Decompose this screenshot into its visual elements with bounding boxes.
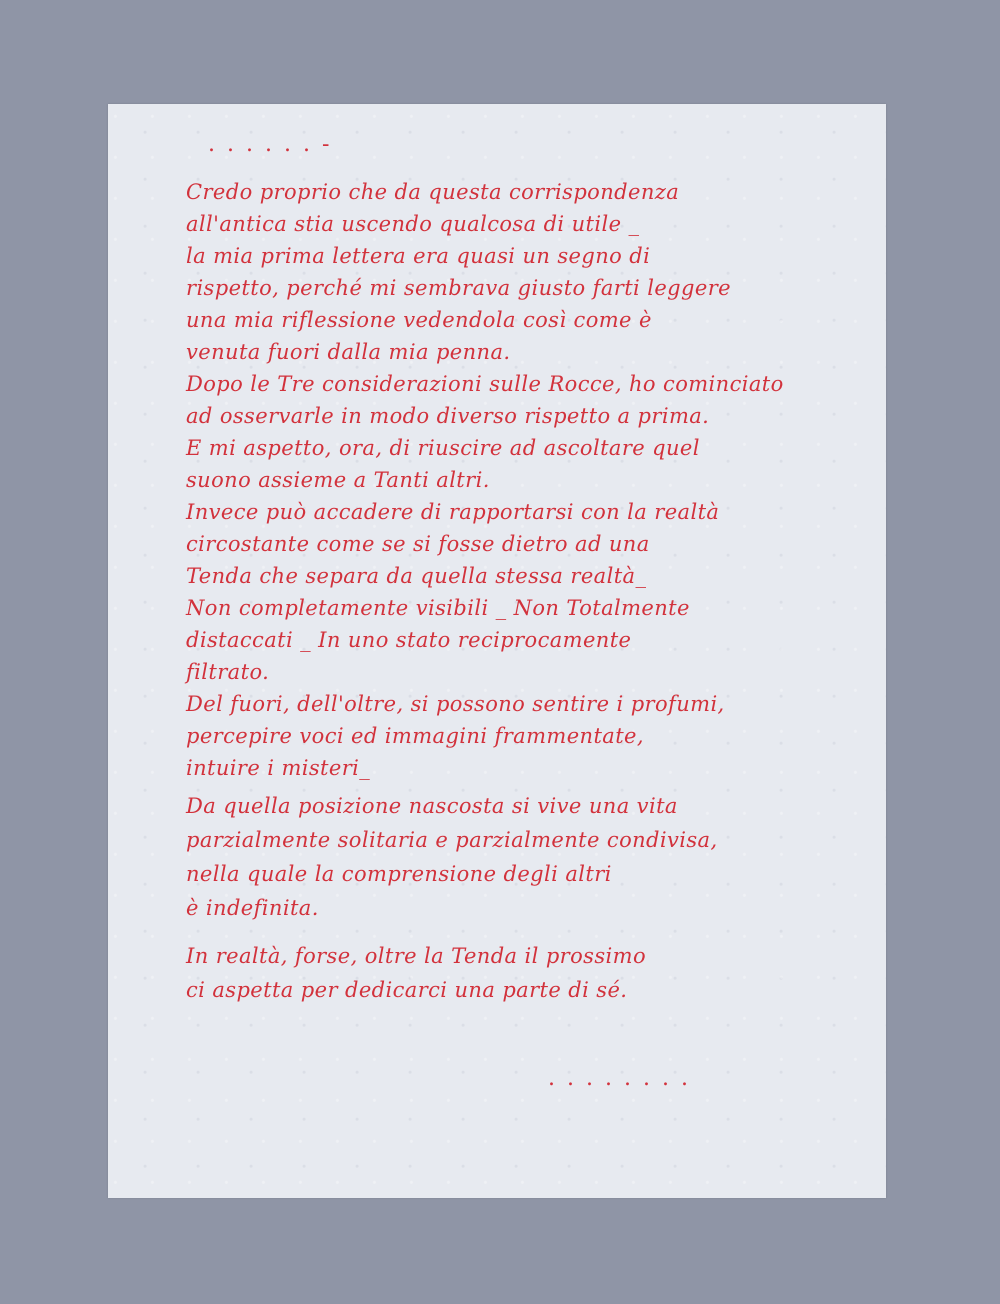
letter-line: intuire i misteri_ [186,756,371,780]
letter-line: Da quella posizione nascosta si vive una vita [186,794,678,818]
letter-line: Invece può accadere di rapportarsi con la realtà [186,500,720,524]
letter-line: suono assieme a Tanti altri. [186,468,490,492]
letter-line: una mia riflessione vedendola così come è [186,308,652,332]
dots-bottom: ........ [548,1066,700,1091]
letter-line: E mi aspetto, ora, di riuscire ad ascoltare quel [186,436,700,460]
letter-line: distaccati _ In uno stato reciprocamente [186,628,632,652]
letter-line: ci aspetta per dedicarci una parte di sé. [186,978,628,1002]
letter-line: Dopo le Tre considerazioni sulle Rocce, ho cominciato [186,372,784,396]
letter-line: all'antica stia uscendo qualcosa di utile _ [186,212,640,236]
letter-line: Del fuori, dell'oltre, si possono sentire i profumi, [186,692,725,716]
letter-line: Tenda che separa da quella stessa realtà_ [186,564,647,588]
letter-line: percepire voci ed immagini frammentate, [186,724,644,748]
letter-line: ad osservarle in modo diverso rispetto a prima. [186,404,710,428]
letter-line: nella quale la comprensione degli altri [186,862,612,886]
letter-line: è indefinita. [186,896,319,920]
letter-line: rispetto, perché mi sembrava giusto farti leggere [186,276,731,300]
letter-line: Credo proprio che da questa corrispondenza [186,180,680,204]
letter-line: Non completamente visibili _ Non Totalmente [186,596,690,620]
letter-line: circostante come se si fosse dietro ad una [186,532,650,556]
letter-line: venuta fuori dalla mia penna. [186,340,511,364]
letter-line: filtrato. [186,660,270,684]
letter-line: la mia prima lettera era quasi un segno di [186,244,651,268]
letter-sheet [108,104,886,1198]
letter-line: parzialmente solitaria e parzialmente condivisa, [186,828,718,852]
letter-line: In realtà, forse, oltre la Tenda il prossimo [186,944,646,968]
dots-top: ......- [208,132,342,157]
